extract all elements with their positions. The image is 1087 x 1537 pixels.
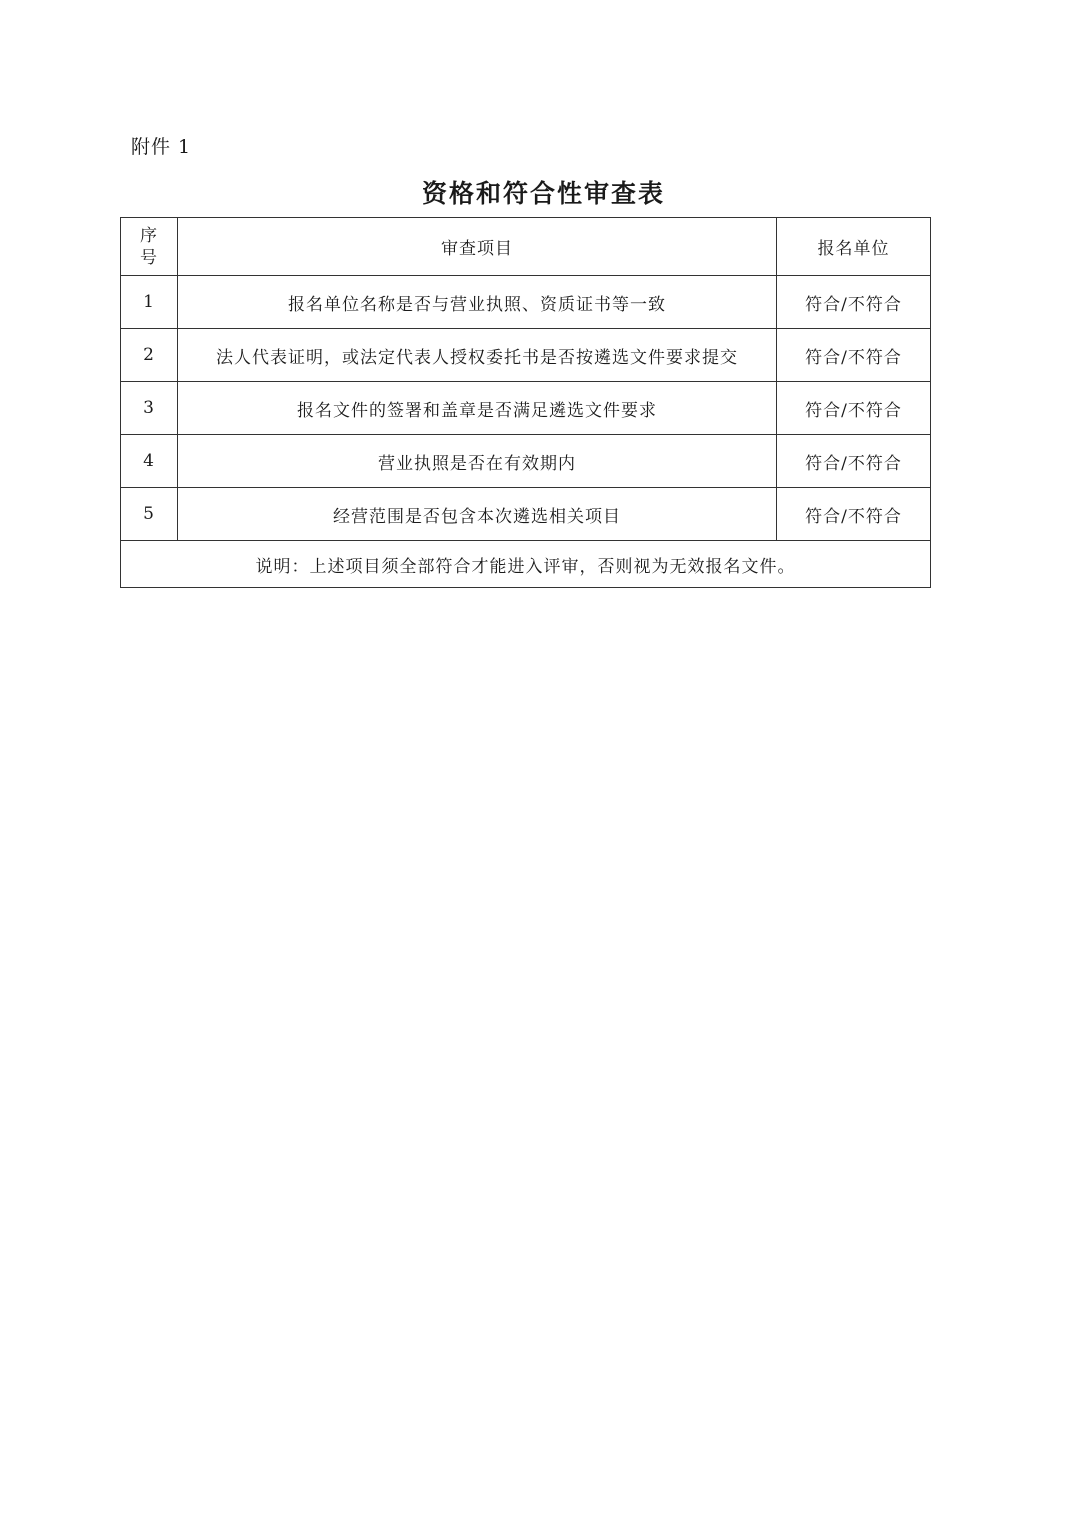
row-item: 营业执照是否在有效期内 <box>178 435 777 488</box>
table-row <box>121 382 931 435</box>
row-number: 1 <box>121 276 178 329</box>
row-item: 报名单位名称是否与营业执照、资质证书等一致 <box>178 276 777 329</box>
header-serial-line1: 序 <box>140 225 158 246</box>
row-item: 报名文件的签署和盖章是否满足遴选文件要求 <box>178 382 777 435</box>
row-result: 符合/不符合 <box>777 488 931 541</box>
table-note: 说明：上述项目须全部符合才能进入评审，否则视为无效报名文件。 <box>121 541 931 588</box>
document-title: 资格和符合性审查表 <box>421 179 665 208</box>
row-number: 5 <box>121 488 178 541</box>
table-row <box>121 435 931 488</box>
header-review-item: 审查项目 <box>178 218 777 276</box>
table-row <box>121 488 931 541</box>
row-item: 经营范围是否包含本次遴选相关项目 <box>178 488 777 541</box>
header-serial-number <box>121 218 178 276</box>
row-number: 2 <box>121 329 178 382</box>
row-result: 符合/不符合 <box>777 435 931 488</box>
row-item: 法人代表证明，或法定代表人授权委托书是否按遴选文件要求提交 <box>178 329 777 382</box>
header-serial-line2: 号 <box>140 247 158 268</box>
table-row <box>121 329 931 382</box>
row-number: 3 <box>121 382 178 435</box>
attachment-label: 附件 1 <box>131 136 192 158</box>
header-applicant: 报名单位 <box>777 218 931 276</box>
row-result: 符合/不符合 <box>777 329 931 382</box>
table-header-row <box>121 218 931 276</box>
row-number: 4 <box>121 435 178 488</box>
row-result: 符合/不符合 <box>777 382 931 435</box>
review-table <box>120 217 931 588</box>
row-result: 符合/不符合 <box>777 276 931 329</box>
table-note-row <box>121 541 931 588</box>
table-row <box>121 276 931 329</box>
